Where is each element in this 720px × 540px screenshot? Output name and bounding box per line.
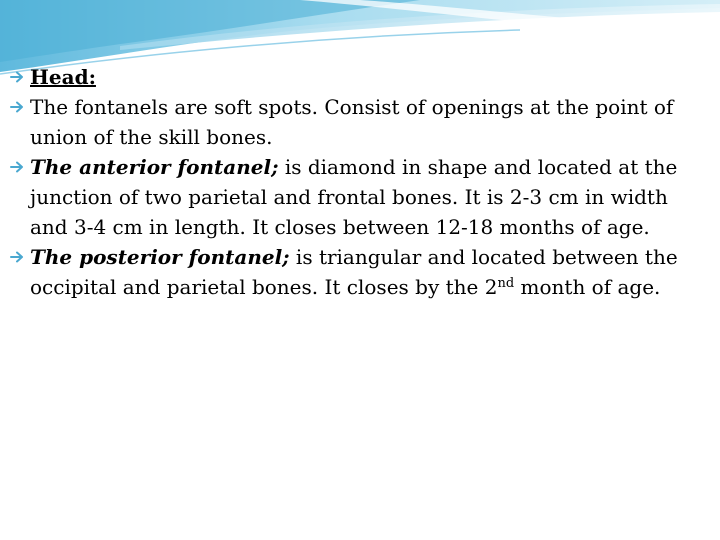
superscript: nd bbox=[497, 276, 515, 291]
bullet-icon bbox=[8, 242, 28, 272]
item-text: The fontanels are soft spots. Consist of openings at the point of union of the skill bones. bbox=[30, 95, 674, 149]
bullet-icon bbox=[8, 92, 28, 122]
bullet-icon bbox=[8, 62, 28, 92]
bullet-icon bbox=[8, 152, 28, 182]
item-text: is diamond in shape and located at the junction of two parietal and frontal bones. It is 2-3 cm in width and 3-4 cm in length. It closes between 12-18 months of age. bbox=[30, 155, 678, 239]
item-text: is triangular and located between the occipital and parietal bones. It closes by the 2 bbox=[30, 245, 678, 299]
slide-body bbox=[8, 62, 708, 302]
list-item bbox=[8, 152, 708, 242]
term: The posterior fontanel; bbox=[30, 245, 290, 269]
section-heading: Head: bbox=[30, 65, 96, 89]
list-item bbox=[8, 92, 708, 152]
list-item bbox=[8, 242, 708, 302]
term: The anterior fontanel; bbox=[30, 155, 279, 179]
item-text: month of age. bbox=[514, 275, 661, 299]
list-item bbox=[8, 62, 708, 92]
